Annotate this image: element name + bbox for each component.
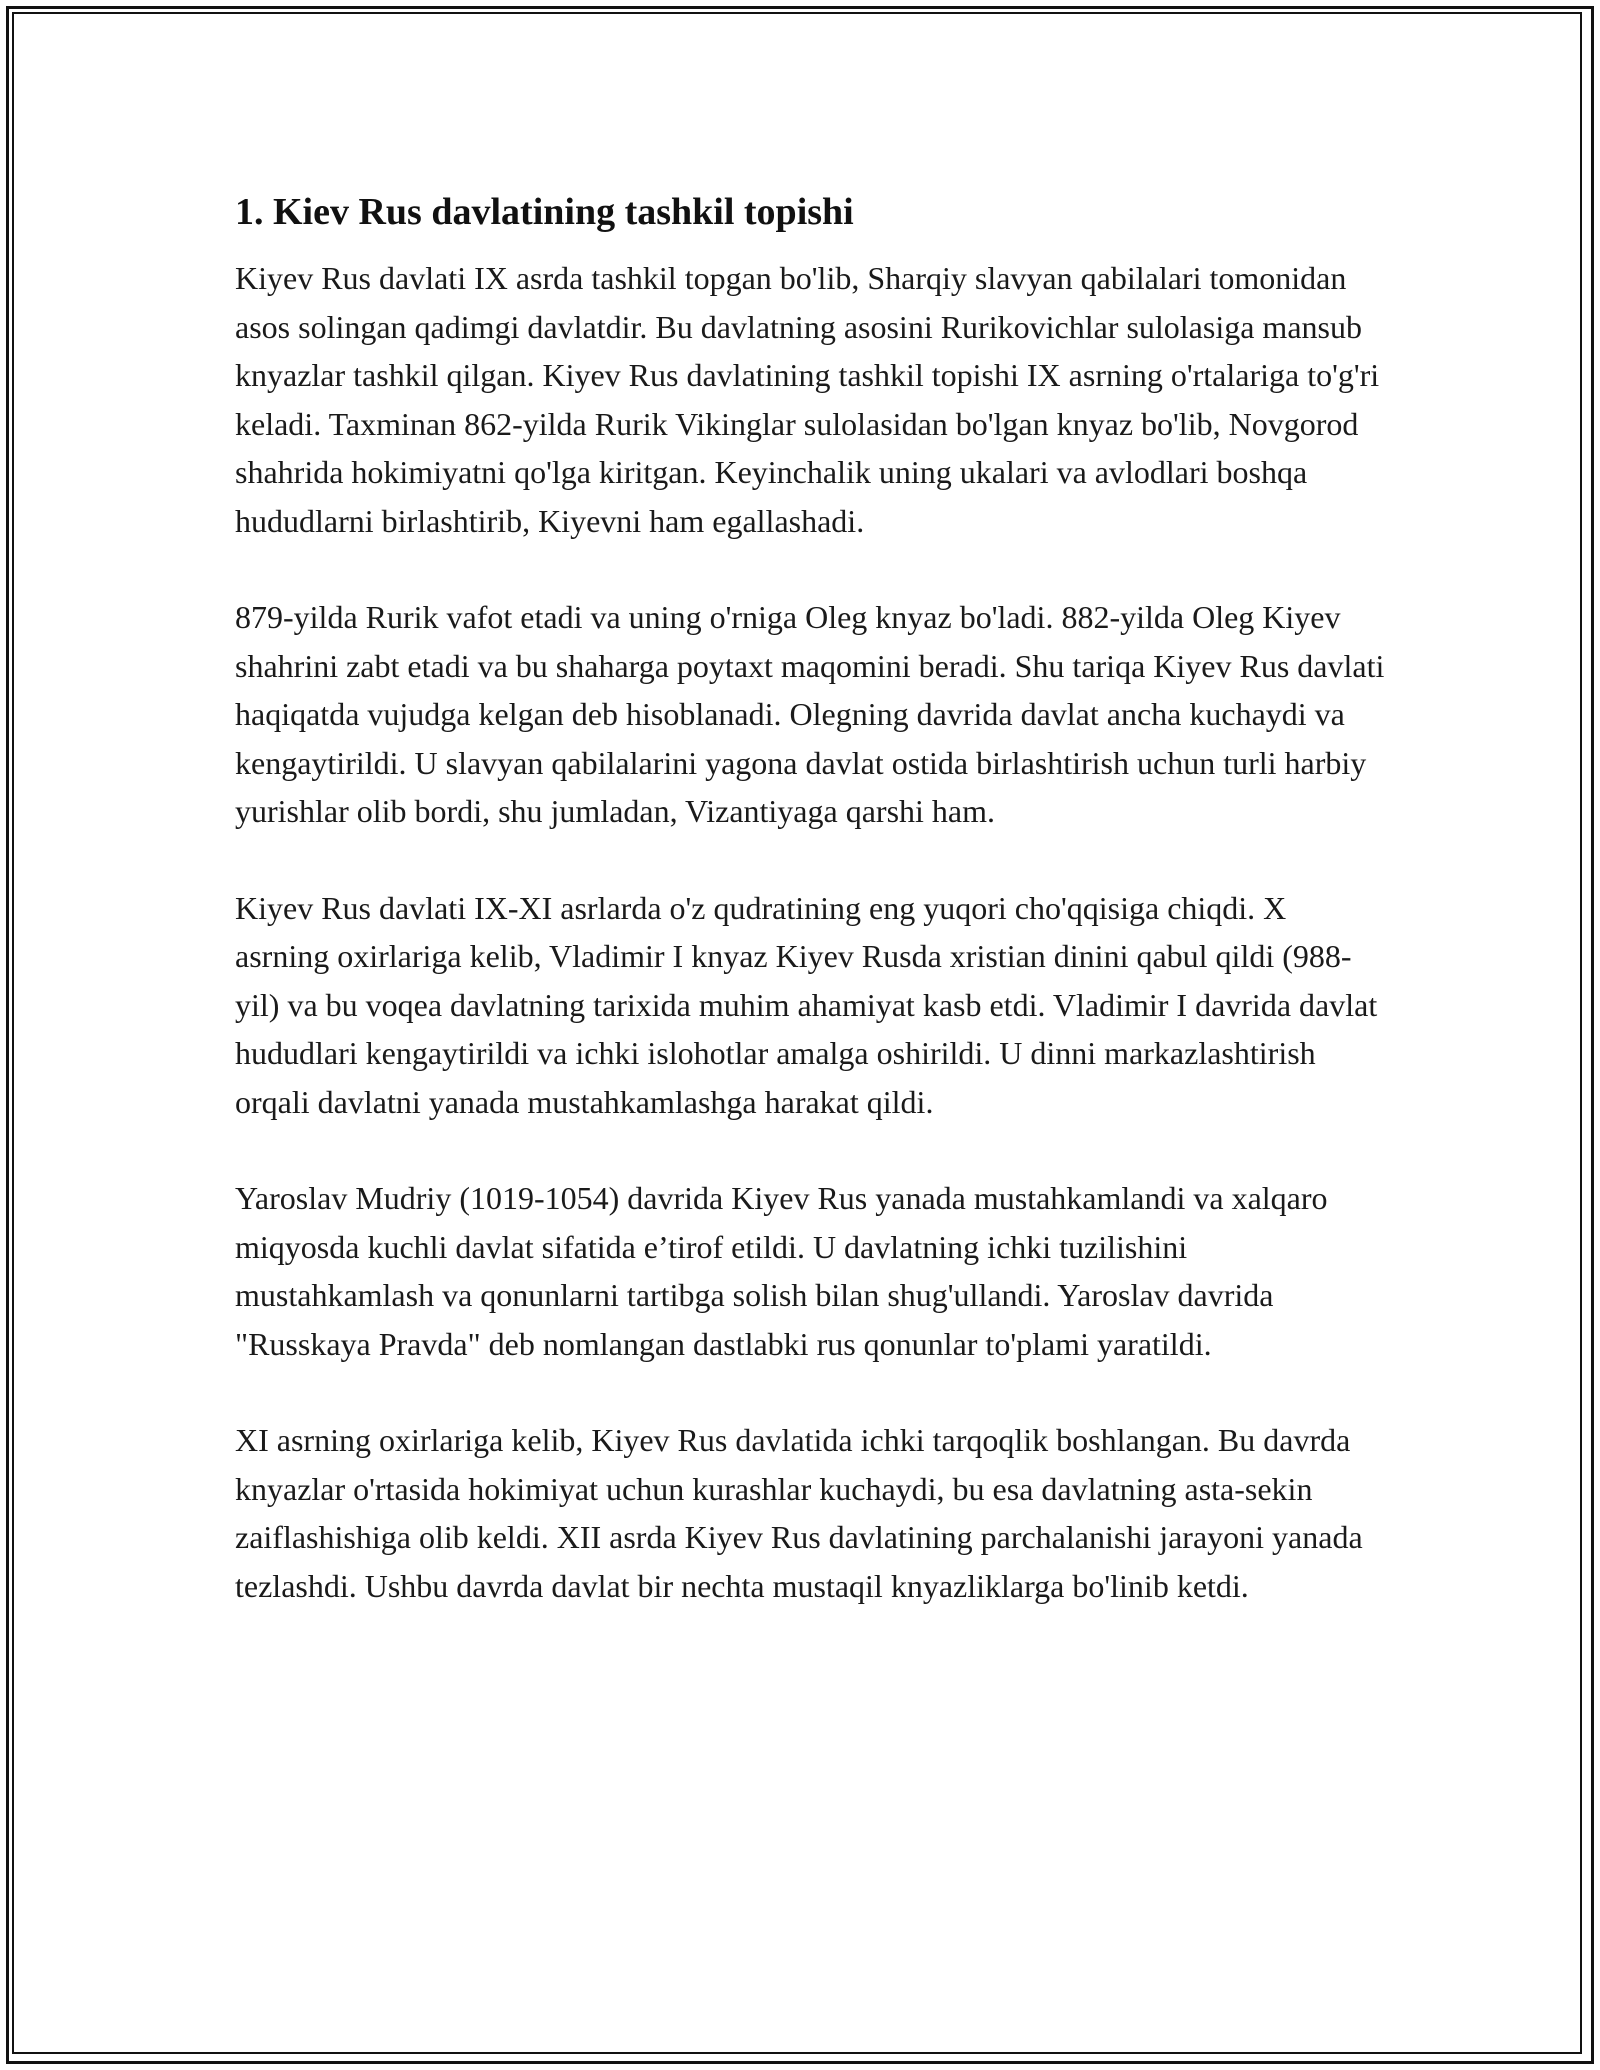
paragraph-2: 879-yilda Rurik vafot etadi va uning o'rniga Oleg knyaz bo'ladi. 882-yilda Oleg Kiyev shahrini zabt etadi va bu shaharga poytaxt maqomini beradi. Shu tariqa Kiyev Rus davlati haqiqatda vujudga kelgan deb hisoblanadi. Olegning davrida davlat ancha kuchaydi va kengaytirildi. U slavyan qabilalarini yagona davlat ostida birlashtirish uchun turli harbiy yurishlar olib bordi, shu jumladan, Vizantiyaga qarshi ham. — [235, 599, 1385, 829]
section-heading: 1. Kiev Rus davlatining tashkil topishi — [235, 191, 854, 233]
paragraph-4: Yaroslav Mudriy (1019-1054) davrida Kiyev Rus yanada mustahkamlandi va xalqaro miqyosda kuchli davlat sifatida e’tirof etildi. U davlatning ichki tuzilishini mustahkamlash va qonunlarni tartibga solish bilan shug'ullandi. Yaroslav davrida "Russkaya Pravda" deb nomlangan dastlabki rus qonunlar to'plami yaratildi. — [235, 1180, 1328, 1362]
paragraph-3: Kiyev Rus davlati IX-XI asrlarda o'z qudratining eng yuqori cho'qqisiga chiqdi. X asrning oxirlariga kelib, Vladimir I knyaz Kiyev Rusda xristian dinini qabul qildi (988-yil) va bu voqea davlatning tarixida muhim ahamiyat kasb etdi. Vladimir I davrida davlat hududlari kengaytirildi va ichki islohotlar amalga oshirildi. U dinni markazlashtirish orqali davlatni yanada mustahkamlashga harakat qildi. — [235, 889, 1378, 1120]
paragraph-1: Kiyev Rus davlati IX asrda tashkil topgan bo'lib, Sharqiy slavyan qabilalari tomonidan asos solingan qadimgi davlatdir. Bu davlatning asosini Rurikovichlar sulolasiga mansub knyazlar tashkil qilgan. Kiyev Rus davlatining tashkil topishi IX asrning o'rtalariga to'g'ri keladi. Taxminan 862-yilda Rurik Vikinglar sulolasidan bo'lgan knyaz bo'lib, Novgorod shahrida hokimiyatni qo'lga kiritgan. Keyinchalik uning ukalari va avlodlari boshqa hududlarni birlashtirib, Kiyevni ham egallashadi. — [235, 260, 1380, 539]
document-body — [235, 188, 1385, 1658]
paragraph-5: XI asrning oxirlariga kelib, Kiyev Rus davlatida ichki tarqoqlik boshlangan. Bu davrda knyazlar o'rtasida hokimiyat uchun kurashlar kuchaydi, bu esa davlatning asta-sekin zaiflashishiga olib keldi. XII asrda Kiyev Rus davlatining parchalanishi jarayoni yanada tezlashdi. Ushbu davrda davlat bir nechta mustaqil knyazliklarga bo'linib ketdi. — [235, 1422, 1363, 1604]
